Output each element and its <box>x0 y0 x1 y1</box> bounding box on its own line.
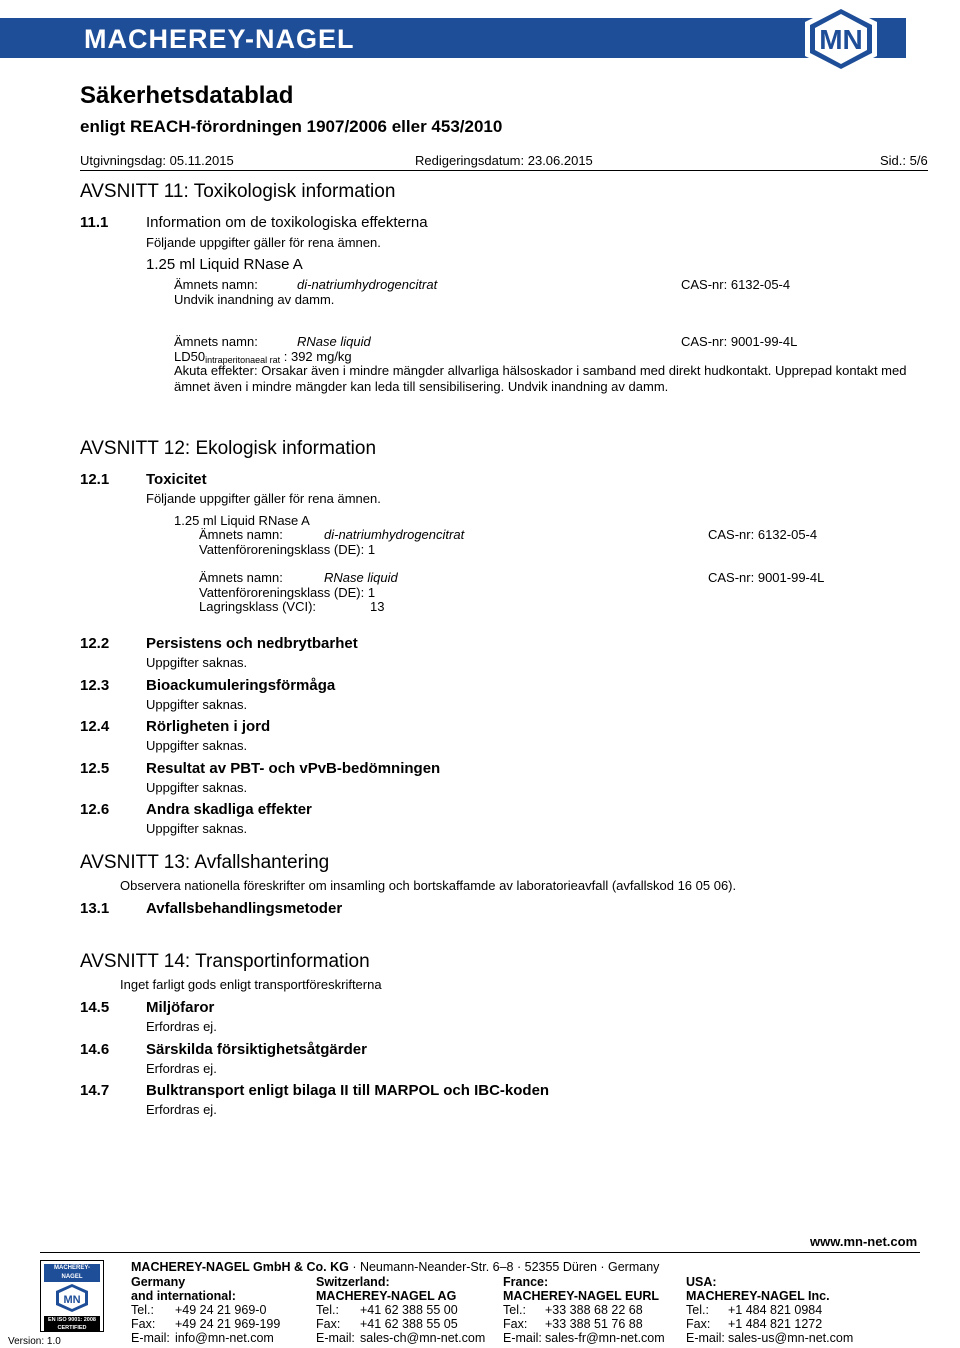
subsection-text: Uppgifter saknas. <box>146 780 248 795</box>
fax-label: Fax: <box>316 1317 341 1331</box>
email-link[interactable]: info@mn-net.com <box>175 1331 274 1345</box>
section-11-1-number: 11.1 <box>80 214 109 231</box>
brand-name: MACHEREY-NAGEL <box>84 24 355 54</box>
contact-entity: and international: <box>131 1289 236 1303</box>
email-label: E-mail: <box>131 1331 170 1345</box>
tel-number: +41 62 388 55 00 <box>360 1303 458 1317</box>
acute-effects: Akuta effekter: Orsakar även i mindre mängder allvarliga hälsoskador i samband med direkt hudkontakt. Upprepad kontakt med ämnet även i mindre mängder kan leda till sensibilisering. Undvik inandning av damm. <box>174 363 907 394</box>
fax-number: +49 24 21 969-199 <box>175 1317 281 1331</box>
contact-region: Germany <box>131 1275 186 1289</box>
mn-logo-icon <box>776 2 906 76</box>
pure-substance-note: Följande uppgifter gäller för rena ämnen. <box>146 491 381 506</box>
water-hazard-class: Vattenföroreningsklass (DE): 1 <box>199 585 376 600</box>
pure-substance-note: Följande uppgifter gäller för rena ämnen. <box>146 235 381 250</box>
subsection-number: 14.6 <box>80 1041 110 1058</box>
tel-label: Tel.: <box>686 1303 709 1317</box>
substance-cas: CAS-nr: 6132-05-4 <box>708 527 818 542</box>
cert-standard: EN ISO 9001: 2008 <box>44 1316 100 1324</box>
tel-number: +49 24 21 969-0 <box>175 1303 267 1317</box>
company-street: · Neumann-Neander-Str. 6–8 · 52355 Düren · Germany <box>348 1260 660 1274</box>
subsection-number: 12.2 <box>80 635 110 652</box>
subsection-text: Uppgifter saknas. <box>146 655 248 670</box>
contact-region: Switzerland: <box>316 1275 390 1289</box>
page-number: Sid.: 5/6 <box>880 153 928 168</box>
tel-number: +33 388 68 22 68 <box>545 1303 643 1317</box>
storage-class-label: Lagringsklass (VCI): <box>199 599 317 614</box>
section-12-title: AVSNITT 12: Ekologisk information <box>80 438 377 459</box>
section-11-1-title: Information om de toxikologiska effekterna <box>146 214 428 231</box>
fax-label: Fax: <box>686 1317 711 1331</box>
section-11-title: AVSNITT 11: Toxikologisk information <box>80 181 396 202</box>
substance-cas: CAS-nr: 9001-99-4L <box>681 334 798 349</box>
transport-note: Inget farligt gods enligt transportföreskrifterna <box>120 977 382 992</box>
svg-text:MN: MN <box>63 1294 81 1306</box>
substance-label: Ämnets namn: <box>174 277 258 292</box>
email-link[interactable]: sales-us@mn-net.com <box>728 1331 854 1345</box>
revision-date: Redigeringsdatum: 23.06.2015 <box>415 153 593 168</box>
website-link[interactable]: www.mn-net.com <box>810 1234 918 1249</box>
email-link[interactable]: sales-fr@mn-net.com <box>545 1331 665 1345</box>
email-label: E-mail: <box>686 1331 725 1345</box>
company-name: MACHEREY-NAGEL GmbH & Co. KG <box>131 1260 349 1274</box>
water-hazard-class: Vattenföroreningsklass (DE): 1 <box>199 542 376 557</box>
ld50-route: intraperitonaeal rat <box>205 355 281 365</box>
fax-number: +33 388 51 76 88 <box>545 1317 643 1331</box>
substance-cas: CAS-nr: 9001-99-4L <box>708 570 825 585</box>
subsection-number: 12.4 <box>80 718 110 735</box>
substance-name: RNase liquid <box>297 334 371 349</box>
storage-class-value: 13 <box>370 599 385 614</box>
contact-region: USA: <box>686 1275 717 1289</box>
subsection-number: 14.7 <box>80 1082 110 1099</box>
footer-divider <box>40 1252 920 1253</box>
contact-entity: MACHEREY-NAGEL Inc. <box>686 1289 830 1303</box>
substance-note: Undvik inandning av damm. <box>174 292 335 307</box>
tel-number: +1 484 821 0984 <box>728 1303 823 1317</box>
component-name: 1.25 ml Liquid RNase A <box>174 513 310 528</box>
subsection-number: 12.5 <box>80 760 110 777</box>
company-address <box>131 1260 659 1274</box>
version-label: Version: 1.0 <box>8 1336 61 1347</box>
subsection-number: 12.3 <box>80 677 110 694</box>
substance-name: di-natriumhydrogencitrat <box>324 527 465 542</box>
fax-number: +1 484 821 1272 <box>728 1317 823 1331</box>
ld50-value: : 392 mg/kg <box>280 349 352 364</box>
logo-text: MN <box>819 24 863 55</box>
subsection-number: 14.5 <box>80 999 110 1016</box>
substance-label: Ämnets namn: <box>199 570 283 585</box>
subsection-title: Persistens och nedbrytbarhet <box>146 635 358 652</box>
email-label: E-mail: <box>316 1331 355 1345</box>
section-12-1-number: 12.1 <box>80 471 110 488</box>
section-14-title: AVSNITT 14: Transportinformation <box>80 951 370 972</box>
cert-status: CERTIFIED <box>44 1324 100 1332</box>
contact-entity: MACHEREY-NAGEL AG <box>316 1289 457 1303</box>
subsection-text: Erfordras ej. <box>146 1102 217 1117</box>
email-link[interactable]: sales-ch@mn-net.com <box>360 1331 486 1345</box>
subsection-title: Bioackumuleringsförmåga <box>146 677 336 694</box>
issue-date: Utgivningsdag: 05.11.2015 <box>80 153 234 168</box>
tel-label: Tel.: <box>131 1303 154 1317</box>
subsection-text: Erfordras ej. <box>146 1061 217 1076</box>
substance-label: Ämnets namn: <box>174 334 258 349</box>
fax-label: Fax: <box>131 1317 156 1331</box>
header-divider <box>80 170 928 171</box>
subsection-title: Rörligheten i jord <box>146 718 271 735</box>
component-name: 1.25 ml Liquid RNase A <box>146 256 303 273</box>
subsection-title: Bulktransport enligt bilaga II till MARPOL och IBC-koden <box>146 1082 550 1099</box>
iso-certificate-badge <box>40 1260 104 1332</box>
substance-label: Ämnets namn: <box>199 527 283 542</box>
section-13-title: AVSNITT 13: Avfallshantering <box>80 852 330 873</box>
substance-cas: CAS-nr: 6132-05-4 <box>681 277 791 292</box>
substance-name: RNase liquid <box>324 570 398 585</box>
contact-entity: MACHEREY-NAGEL EURL <box>503 1289 660 1303</box>
document-title: Säkerhetsdatablad <box>80 82 294 109</box>
substance-name: di-natriumhydrogencitrat <box>297 277 438 292</box>
tel-label: Tel.: <box>503 1303 526 1317</box>
section-13-1-title: Avfallsbehandlingsmetoder <box>146 900 343 917</box>
subsection-title: Resultat av PBT- och vPvB-bedömningen <box>146 760 441 777</box>
section-12-1-title: Toxicitet <box>146 471 207 488</box>
subsection-text: Uppgifter saknas. <box>146 738 248 753</box>
subsection-text: Uppgifter saknas. <box>146 821 248 836</box>
subsection-number: 12.6 <box>80 801 110 818</box>
subsection-title: Särskilda försiktighetsåtgärder <box>146 1041 367 1058</box>
contact-region: France: <box>503 1275 549 1289</box>
subsection-text: Erfordras ej. <box>146 1019 217 1034</box>
fax-label: Fax: <box>503 1317 528 1331</box>
tel-label: Tel.: <box>316 1303 339 1317</box>
section-13-1-number: 13.1 <box>80 900 110 917</box>
subsection-text: Uppgifter saknas. <box>146 697 248 712</box>
cert-logo-icon <box>41 1282 103 1312</box>
ld50-label: LD50 <box>174 349 206 364</box>
waste-note: Observera nationella föreskrifter om insamling och bortskaffamde av laboratorieavfall (avfallskod 16 05 06). <box>120 878 737 893</box>
subsection-title: Andra skadliga effekter <box>146 801 312 818</box>
document-subtitle: enligt REACH-förordningen 1907/2006 eller 453/2010 <box>80 117 503 136</box>
subsection-title: Miljöfaror <box>146 999 215 1016</box>
cert-brand: MACHEREY-NAGEL <box>44 1264 100 1282</box>
email-label: E-mail: <box>503 1331 542 1345</box>
fax-number: +41 62 388 55 05 <box>360 1317 458 1331</box>
